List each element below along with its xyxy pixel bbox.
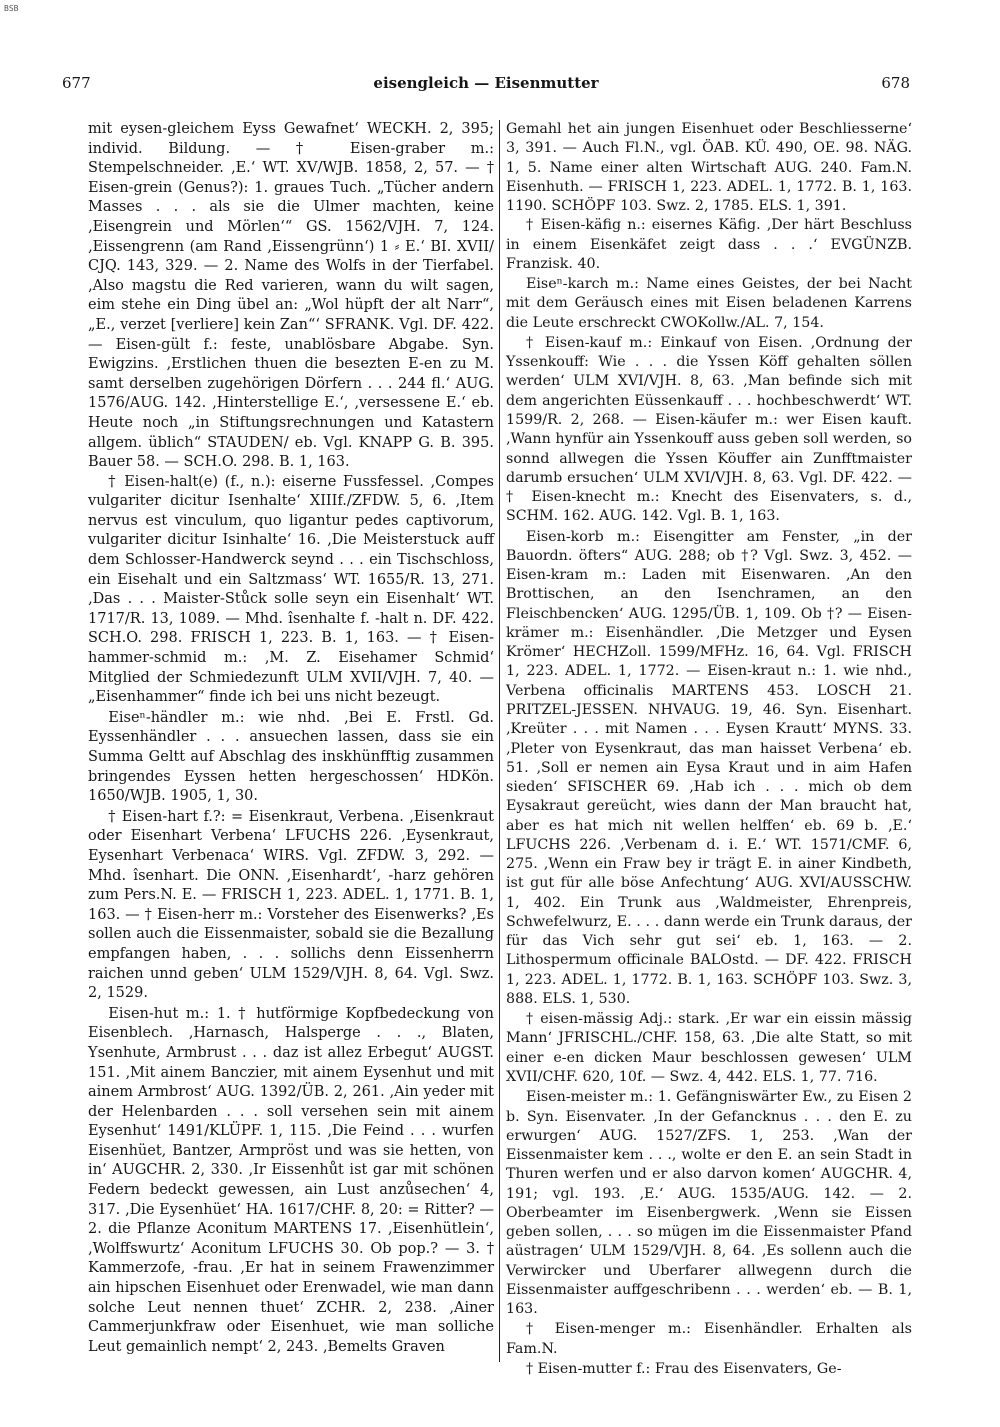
page-header: [62, 74, 910, 96]
page-number-left: 677: [62, 74, 91, 92]
entry-eisen-korb: Eisen-korb m.: Eisengitter am Fenster, „in der Bauordn. öfters“ AUG. 288; ob †? Vgl. Swz. 3, 452. — Eisen-kram m.: Laden mit Eisenwaren. ‚An den Brottischen, an den Isenchramen, an den Fleischbencken‘ AUG. 1295/ÜB. 1, 109. Ob †? — Eisen-krämer m.: Eisenhändler. ‚Die Metzger und Eysen Krömer‘ HECHZoll. 1599/MFHz. 16, 64. Vgl. FRISCH 1, 223. ADEL. 1, 1772. — Eisen-kraut n.: 1. wie nhd., Verbena officinalis MARTENS 453. LOSCH 21. PRITZEL-JESSEN. NHVAUG. 19, 46. Syn. Eisenhart. ‚Kreüter . . . mit Namen . . . Eysen Krautt‘ MYNS. 33. ‚Pleter von Eysenkraut, das man haisset Verbena‘ eb. 51. ‚Soll er nemen ain Eysa Kraut und in aim Hafen sieden‘ SFISCHER 69. ‚Hab ich . . . mich ob dem Eysakraut gereücht, wies dann der Man braucht hat, aber es hat mich nit wellen helffen‘ eb. 69 b. ‚E.‘ LFUCHS 226. ‚Verbenam d. i. E.‘ WT. 1571/CMF. 6, 275. ‚Wenn ein Fraw bey ir trägt E. in ainer Kindbeth, ist gut für alle böse Anfechtung‘ AUG. XVI/AUSSCHW. 1, 402. Ein Trunk aus ‚Waldmeister, Ehrenpreis, Schwefelwurz, E. . . . dann werde ein Trunk daraus, der für das Vich sehr gut sei‘ eb. 1, 163. — 2. Lithospermum officinale BALOstd. — DF. 422. FRISCH 1, 223. ADEL. 1, 1772. B. 1, 163. SCHÖPF 103. Swz. 3, 888. ELS. 1, 530.: [506, 528, 912, 1007]
entry-eisen-hut: Eisen-hut m.: 1. † hutförmige Kopfbedeckung von Eisenblech. ‚Harnasch, Halsperge . . ., Blaten, Ysenhute, Armbrust . . . daz ist allez Erbegut‘ AUGST. 151. ‚Mit ainem Banczier, mit ainem Eysenhut und mit ainem Armbrost‘ AUG. 1392/ÜB. 2, 261. ‚Ain yeder mit der Helenbarden . . . soll versehen sein mit ainem Eysenhut‘ 1491/KLÜPF. 1, 115. ‚Die Feind . . . wurfen Eisenhüet, Bantzer, Armpröst und was sie hetten, von in‘ AUGCHR. 2, 330. ‚Ir Eissenhůt ist gar mit schönen Federn bedeckt gewessen, ain Lust anzůsechen‘ 4, 317. ‚Die Eysenhüet‘ HA. 1617/CHF. 8, 20: = Ritter? — 2. die Pflanze Aconitum MARTENS 17. ‚Eisenhütlein‘, ‚Wolffswurtz‘ Aconitum LFUCHS 30. Ob pop.? — 3. † Kammerzofe, -frau. ‚Er hat in seinem Frawenzimmer ain hipschen Eisenhuet oder Erenwadel, wie man dann solche Leut nennen thuet‘ ZCHR. 2, 238. ‚Ainer Cammerjunkfraw oder Eisenhuet, wie man solliche Leut gemainlich nempt‘ 2, 243. ‚Bemelts Graven: [88, 1005, 494, 1355]
running-title: eisengleich — Eisenmutter: [373, 74, 599, 92]
entry-continuation: mit eysen-gleichem Eyss Gewafnet‘ WECKH. 2, 395; individ. Bildung. — † Eisen-graber m.: Stempelschneider. ‚E.‘ WT. XV/WJB. 1858, 2, 57. — † Eisen-grein (Genus?): 1. graues Tuch. „Tücher andern Masses . . . als sie die Ulmer machten, keine ‚Eisengrein und Mörlen‘“ GS. 1562/VJH. 7, 124. ‚Eissengrenn (am Rand ‚Eissengrünn‘) 1 ⸗ E.‘ BI. XVII/ CJQ. 143, 329. — 2. Name des Wolfs in der Tierfabel. ‚Also magstu die Red varieren, wann du wilt sagen, eim stehe ein Ding übel an: „Wol hüpft der alt Narr“, „E., verzet [verliere] kein Zan“‘ SFRANK. Vgl. DF. 422. — Eisen-gült f.: feste, unablösbare Abgabe. Syn. Ewigzins. ‚Erstlichen thuen die besezten E-en zu M. samt derselben zugehörigen Dörfern . . . 244 fl.‘ AUG. 1576/AUG. 142. ‚Hinterstellige E.‘, ‚versessene E.‘ eb. Heute noch „in Stiftungsrechnungen und Katastern allgem. üblich“ STAUDEN/ eb. Vgl. KNAPP G. B. 395. Bauer 58. — SCH.O. 298. B. 1, 163.: [88, 121, 494, 471]
page-number-right: 678: [881, 74, 910, 92]
entry-eisen-haendler: Eiseⁿ-händler m.: wie nhd. ‚Bei E. Frstl. Gd. Eyssenhändler . . . ansuechen lassen, dass sie ein Summa Geltt auf Abschlag des inskhünfftig zusammen bringendes Eyssen hetten hergeschossen‘ HDKön. 1650/WJB. 1905, 1, 30.: [88, 709, 494, 805]
entry-continuation-right: Gemahl het ain jungen Eisenhuet oder Beschliesserne‘ 3, 391. — Auch Fl.N., vgl. ÖAB. KÜ. 490, OE. 98. NÄG. 1, 5. Name einer alten Wirtschaft AUG. 240. Fam.N. Eisenhuth. — FRISCH 1, 223. ADEL. 1, 1772. B. 1, 163. 1190. SCHÖPF 103. Swz. 2, 1785. ELS. 1, 391.: [506, 121, 912, 215]
entry-eisen-hart: † Eisen-hart f.?: = Eisenkraut, Verbena. ‚Eisenkraut oder Eisenhart Verbena‘ LFUCHS 226. ‚Eysenkraut, Eysenhart Verbenaca‘ WIRS. Vgl. ZFDW. 3, 292. — Mhd. îsenhart. Die ONN. ‚Eisenhardt‘, -harz gehören zum Pers.N. E. — FRISCH 1, 223. ADEL. 1, 1771. B. 1, 163. — † Eisen-herr m.: Vorsteher des Eisenwerks? ‚Es sollen auch die Eissenmaister, sobald sie die Bezallung empfangen haben, . . . sollichs denn Eissenherrn raichen unnd geben‘ ULM 1529/VJH. 8, 64. Vgl. Swz. 2, 1529.: [88, 808, 494, 1002]
entry-eisen-maessig: † eisen-mässig Adj.: stark. ‚Er war ein eissin mässig Mann‘ JFRISCHL./CHF. 158, 63. ‚Die alte Statt, so mit einer e-en dicken Maur beschlossen gewesen‘ ULM XVII/CHF. 620, 10f. — Swz. 4, 442. ELS. 1, 77. 716.: [506, 1011, 912, 1086]
entry-eisen-karch: Eiseⁿ-karch m.: Name eines Geistes, der bei Nacht mit dem Geräusch eines mit Eisen beladenen Karrens die Leute erschreckt CWOKollw./AL. 7, 154.: [506, 276, 912, 331]
entry-eisen-meister: Eisen-meister m.: 1. Gefängniswärter Ew., zu Eisen 2 b. Syn. Eisenvater. ‚In der Gefancknus . . . den E. zu erwurgen‘ AUG. 1527/ZFS. 1, 253. ‚Wan der Eissenmaister kem . . ., wolte er den E. an sein Stadt in Thuren werfen und er also darvon komen‘ AUGCHR. 4, 191; vgl. 193. ‚E.‘ AUG. 1535/AUG. 142. — 2. Oberbeamter im Eisenbergwerk. ‚Wenn sie Eissen geben sollen, . . . so mügen im die Eissenmaister Pfand aüstragen‘ ULM 1529/VJH. 8, 64. ‚Es sollenn auch die Verwircker und Uberfarer allwegenn durch die Eissenmaister auffgeschribenn . . . werden‘ eb. — B. 1, 163.: [506, 1089, 912, 1318]
library-stamp: BSB: [4, 4, 19, 13]
entry-eisen-halt: † Eisen-halt(e) (f., n.): eiserne Fussfessel. ‚Compes vulgariter dicitur Isenhalte‘ XIIIf./ZFDW. 5, 6. ‚Item nervus est vinculum, quo ligantur pedes captivorum, vulgariter dicitur Isinhalte‘ 16. ‚Die Meisterstuck auff dem Schlosser-Handwerck seynd . . . ein Tischschloss, ein Eisehalt und ein Saltzmass‘ WT. 1655/R. 13, 271. ‚Das . . . Maister-Stůck solle seyn ein Eisenhalt‘ WT. 1717/R. 13, 1089. — Mhd. îsenhalte f. -halt n. DF. 422. SCH.O. 298. FRISCH 1, 223. B. 1, 163. — † Eisen-hammer-schmid m.: ‚M. Z. Eisehamer Schmid‘ Mitglied der Schmiedezunft ULM XVII/VJH. 7, 40. — „Eisenhammer“ finde ich bei uns nicht bezeugt.: [88, 473, 494, 706]
right-column: [506, 120, 912, 1379]
entry-eisen-menger: † Eisen-menger m.: Eisenhändler. Erhalten als Fam.N.: [506, 1321, 912, 1357]
entry-eisen-kauf: † Eisen-kauf m.: Einkauf von Eisen. ‚Ordnung der Yssenkouff: Wie . . . die Yssen Köff gehalten söllen werden‘ ULM XVI/VJH. 8, 63. ‚Man befinde sich mit dem angerichten Eüssenkauff . . . hochbeschwerdt‘ WT. 1599/R. 2, 268. — Eisen-käufer m.: wer Eisen kauft. ‚Wann hynfür ain Yssenkouff auss geben soll werden, so sonnd allwegen die Yssen Köuffer ain Zunfftmaister darumb ersuchen‘ ULM XVI/VJH. 8, 63. Vgl. DF. 422. — † Eisen-knecht m.: Knecht des Eisenvaters, s. d., SCHM. 162. AUG. 142. Vgl. B. 1, 163.: [506, 334, 912, 525]
entry-eisen-mutter: † Eisen-mutter f.: Frau des Eisenvaters, Ge-: [525, 1361, 842, 1377]
entry-eisen-kaefig: † Eisen-käfig n.: eisernes Käfig. ‚Der härt Beschluss in einem Eisenkäfet zeigt dass . . .‘ EVGÜNZB. Franzisk. 40.: [506, 217, 912, 272]
left-column: [88, 120, 494, 1357]
column-divider: [499, 120, 500, 1362]
